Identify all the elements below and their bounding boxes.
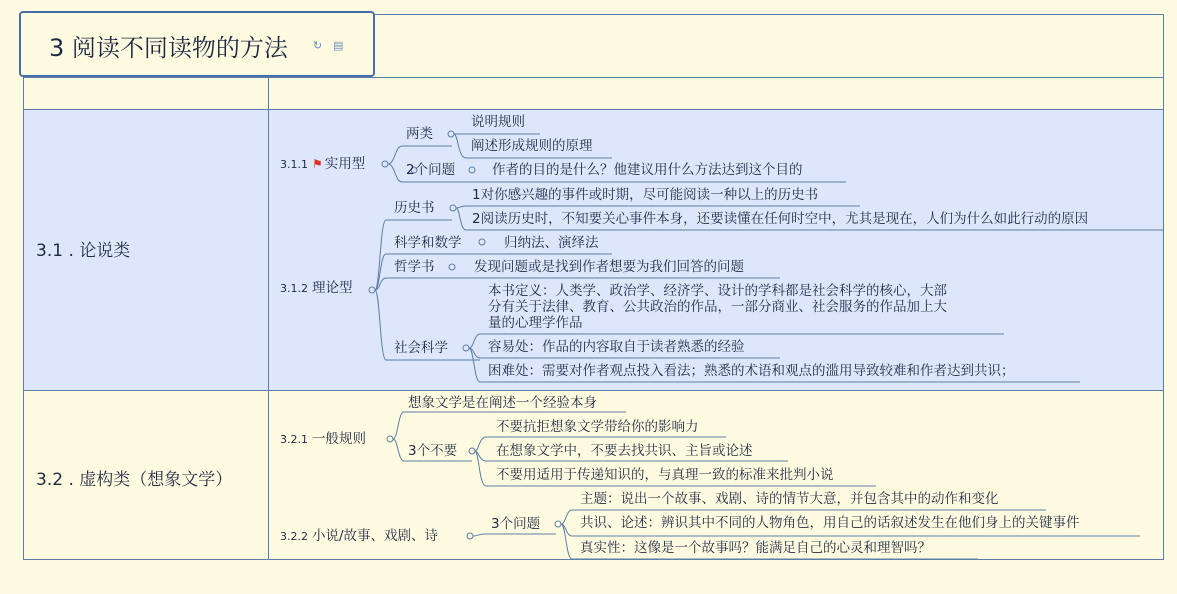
- topic-label: 一般规则: [312, 431, 366, 447]
- topic-label: 理论型: [312, 280, 353, 296]
- topic-label: 小说/故事、戏剧、诗: [312, 528, 439, 544]
- subtopic-dont-2[interactable]: 在想象文学中，不要去找共识、主旨或论述: [496, 443, 753, 459]
- subtopic-two-types[interactable]: 两类: [406, 126, 433, 142]
- subtopic-question-text[interactable]: 作者的目的是什么？他建议用什么方法达到这个目的: [492, 162, 803, 178]
- subtopic-social[interactable]: 社会科学: [394, 340, 448, 356]
- subtopic-science-text[interactable]: 归纳法、演绎法: [504, 235, 599, 251]
- definition-line: 分有关于法律、教育、公共政治的作品，一部分商业、社会服务的作品加上大: [488, 299, 947, 315]
- subtopic-question-1[interactable]: 主题：说出一个故事、戏剧、诗的情节大意，并包含其中的动作和变化: [580, 491, 999, 507]
- note-icon[interactable]: ▤: [333, 39, 344, 52]
- subtopic-philosophy-text[interactable]: 发现问题或是找到作者想要为我们回答的问题: [474, 259, 744, 275]
- subtopic-science[interactable]: 科学和数学: [394, 235, 462, 251]
- topic-general-rules[interactable]: [280, 431, 366, 448]
- subtopic-history-1[interactable]: 1对你感兴趣的事件或时期，尽可能阅读一种以上的历史书: [472, 187, 819, 203]
- subtopic-rule-1[interactable]: 说明规则: [471, 114, 525, 130]
- topic-fiction[interactable]: [280, 528, 438, 545]
- subtopic-history-2[interactable]: 2阅读历史时，不知要关心事件本身，还要读懂在任何时空中，尤其是现在，人们为什么如此行动的原因: [472, 211, 1089, 227]
- subtopic-rule-2[interactable]: 阐述形成规则的原理: [471, 138, 593, 154]
- definition-line: 量的心理学作品: [488, 315, 583, 331]
- topic-practical[interactable]: [280, 156, 365, 173]
- subtopic-question-3[interactable]: 真实性：这像是一个故事吗？能满足自己的心灵和理智吗？: [580, 540, 931, 556]
- subtopic-imagine[interactable]: 想象文学是在阐述一个经验本身: [408, 395, 597, 411]
- topic-label: 实用型: [324, 156, 366, 172]
- subtopic-social-easy[interactable]: 容易处：作品的内容取自于读者熟悉的经验: [488, 339, 745, 355]
- subtopic-social-hard[interactable]: 困难处：需要对作者观点投入看法；熟悉的术语和观点的滥用导致较难和作者达到共识；: [488, 363, 1015, 379]
- subtopic-three-donts[interactable]: 3个不要: [408, 443, 458, 459]
- subtopic-social-definition[interactable]: [488, 283, 947, 331]
- category-label: 3.2 . 虚构类（想象文学）: [36, 470, 233, 490]
- flag-icon: ⚑: [312, 157, 323, 171]
- subtopic-two-questions[interactable]: 2个问题: [406, 162, 456, 178]
- subtopic-philosophy[interactable]: 哲学书: [394, 259, 435, 275]
- topic-number: 3.2.2: [280, 530, 308, 543]
- subtopic-dont-1[interactable]: 不要抗拒想象文学带给你的影响力: [496, 419, 699, 435]
- subtopic-question-2[interactable]: 共识、论述：辨识其中不同的人物角色，用自己的话叙述发生在他们身上的关键事件: [580, 515, 1080, 531]
- topic-number: 3.2.1: [280, 433, 308, 446]
- category-label: 3.1 . 论说类: [36, 241, 131, 261]
- subtopic-history[interactable]: 历史书: [394, 200, 435, 216]
- topic-theoretical[interactable]: [280, 280, 353, 297]
- subtopic-three-questions[interactable]: 3个问题: [491, 516, 541, 532]
- subtopic-dont-3[interactable]: 不要用适用于传递知识的，与真理一致的标准来批判小说: [496, 467, 834, 483]
- link-icon[interactable]: ↻: [313, 39, 323, 52]
- topic-number: 3.1.2: [280, 282, 308, 295]
- page-title: 3 阅读不同读物的方法: [49, 34, 288, 62]
- topic-number: 3.1.1: [280, 158, 308, 171]
- definition-line: 本书定义：人类学、政治学、经济学、设计的学科都是社会科学的核心，大部: [488, 283, 947, 299]
